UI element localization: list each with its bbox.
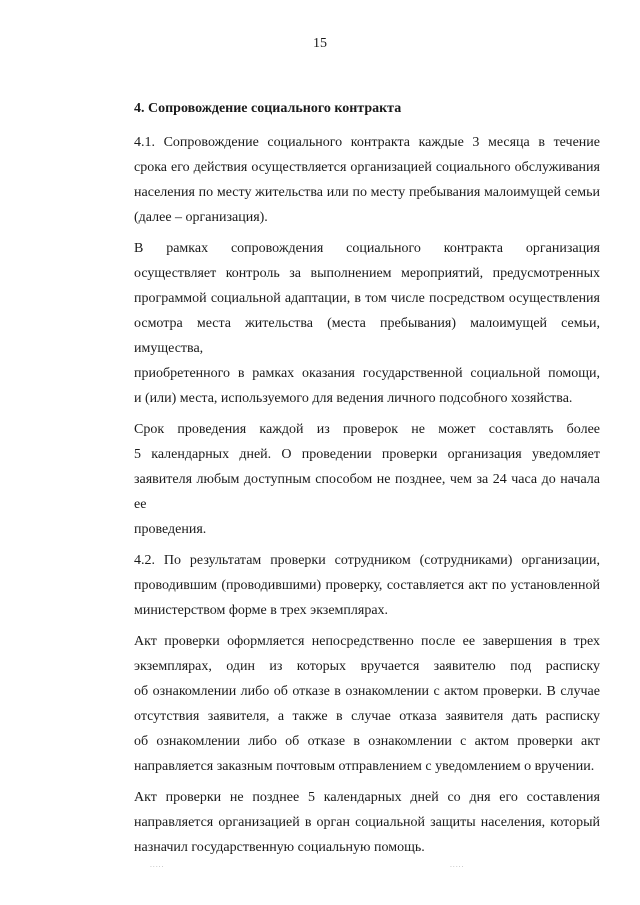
paragraph-list xyxy=(134,130,600,860)
paragraph-line: Акт проверки оформляется непосредственно после ее завершения в трех xyxy=(134,634,600,649)
paragraph-line: В рамках сопровождения социального контракта организация xyxy=(134,241,600,256)
scan-artifact: ..... xyxy=(450,862,465,869)
page-content xyxy=(134,96,600,866)
paragraph-line: направляется заказным почтовым отправлением с уведомлением о вручении. xyxy=(134,759,595,774)
paragraph-line: экземплярах, один из которых вручается заявителю под расписку xyxy=(134,659,600,674)
paragraph-line: отсутствия заявителя, а также в случае отказа заявителя дать расписку xyxy=(134,709,600,724)
paragraph-line: 4.1. Сопровождение социального контракта каждые 3 месяца в течение xyxy=(134,135,600,150)
paragraph-line: и (или) места, используемого для ведения личного подсобного хозяйства. xyxy=(134,391,573,406)
paragraph-line: проводившим (проводившими) проверку, составляется акт по установленной xyxy=(134,578,600,593)
paragraph-line: 4.2. По результатам проверки сотрудником (сотрудниками) организации, xyxy=(134,553,600,568)
paragraph-line: Акт проверки не позднее 5 календарных дней со дня его составления xyxy=(134,790,600,805)
paragraph-line: заявителя любым доступным способом не позднее, чем за 24 часа до начала ее xyxy=(134,472,600,512)
paragraph-line: осмотра места жительства (места пребывания) малоимущей семьи, имущества, xyxy=(134,316,600,356)
paragraph-line: проведения. xyxy=(134,522,207,537)
section-heading: 4. Сопровождение социального контракта xyxy=(134,101,402,116)
paragraph-line: срока его действия осуществляется организацией социального обслуживания xyxy=(134,160,600,175)
paragraph-line: (далее – организация). xyxy=(134,210,268,225)
paragraph-line: осуществляет контроль за выполнением мероприятий, предусмотренных xyxy=(134,266,600,281)
scan-artifact: ..... xyxy=(150,862,165,869)
paragraph xyxy=(134,629,600,779)
paragraph xyxy=(134,785,600,860)
page-number: 15 xyxy=(313,36,327,51)
paragraph xyxy=(134,130,600,230)
paragraph-line: об ознакомлении либо об отказе в ознакомлении с актом проверки акт xyxy=(134,734,600,749)
paragraph xyxy=(134,548,600,623)
paragraph-line: приобретенного в рамках оказания государственной социальной помощи, xyxy=(134,366,600,381)
paragraph-line: об ознакомлении либо об отказе в ознакомлении с актом проверки. В случае xyxy=(134,684,600,699)
paragraph-line: 5 календарных дней. О проведении проверки организация уведомляет xyxy=(134,447,600,462)
paragraph-line: Срок проведения каждой из проверок не может составлять более xyxy=(134,422,600,437)
paragraph-line: программой социальной адаптации, в том числе посредством осуществления xyxy=(134,291,600,306)
paragraph xyxy=(134,417,600,542)
paragraph-line: направляется организацией в орган социальной защиты населения, который xyxy=(134,815,600,830)
paragraph-line: министерством форме в трех экземплярах. xyxy=(134,603,389,618)
paragraph-line: назначил государственную социальную помощь. xyxy=(134,840,425,855)
paragraph xyxy=(134,236,600,411)
paragraph-line: населения по месту жительства или по месту пребывания малоимущей семьи xyxy=(134,185,600,200)
